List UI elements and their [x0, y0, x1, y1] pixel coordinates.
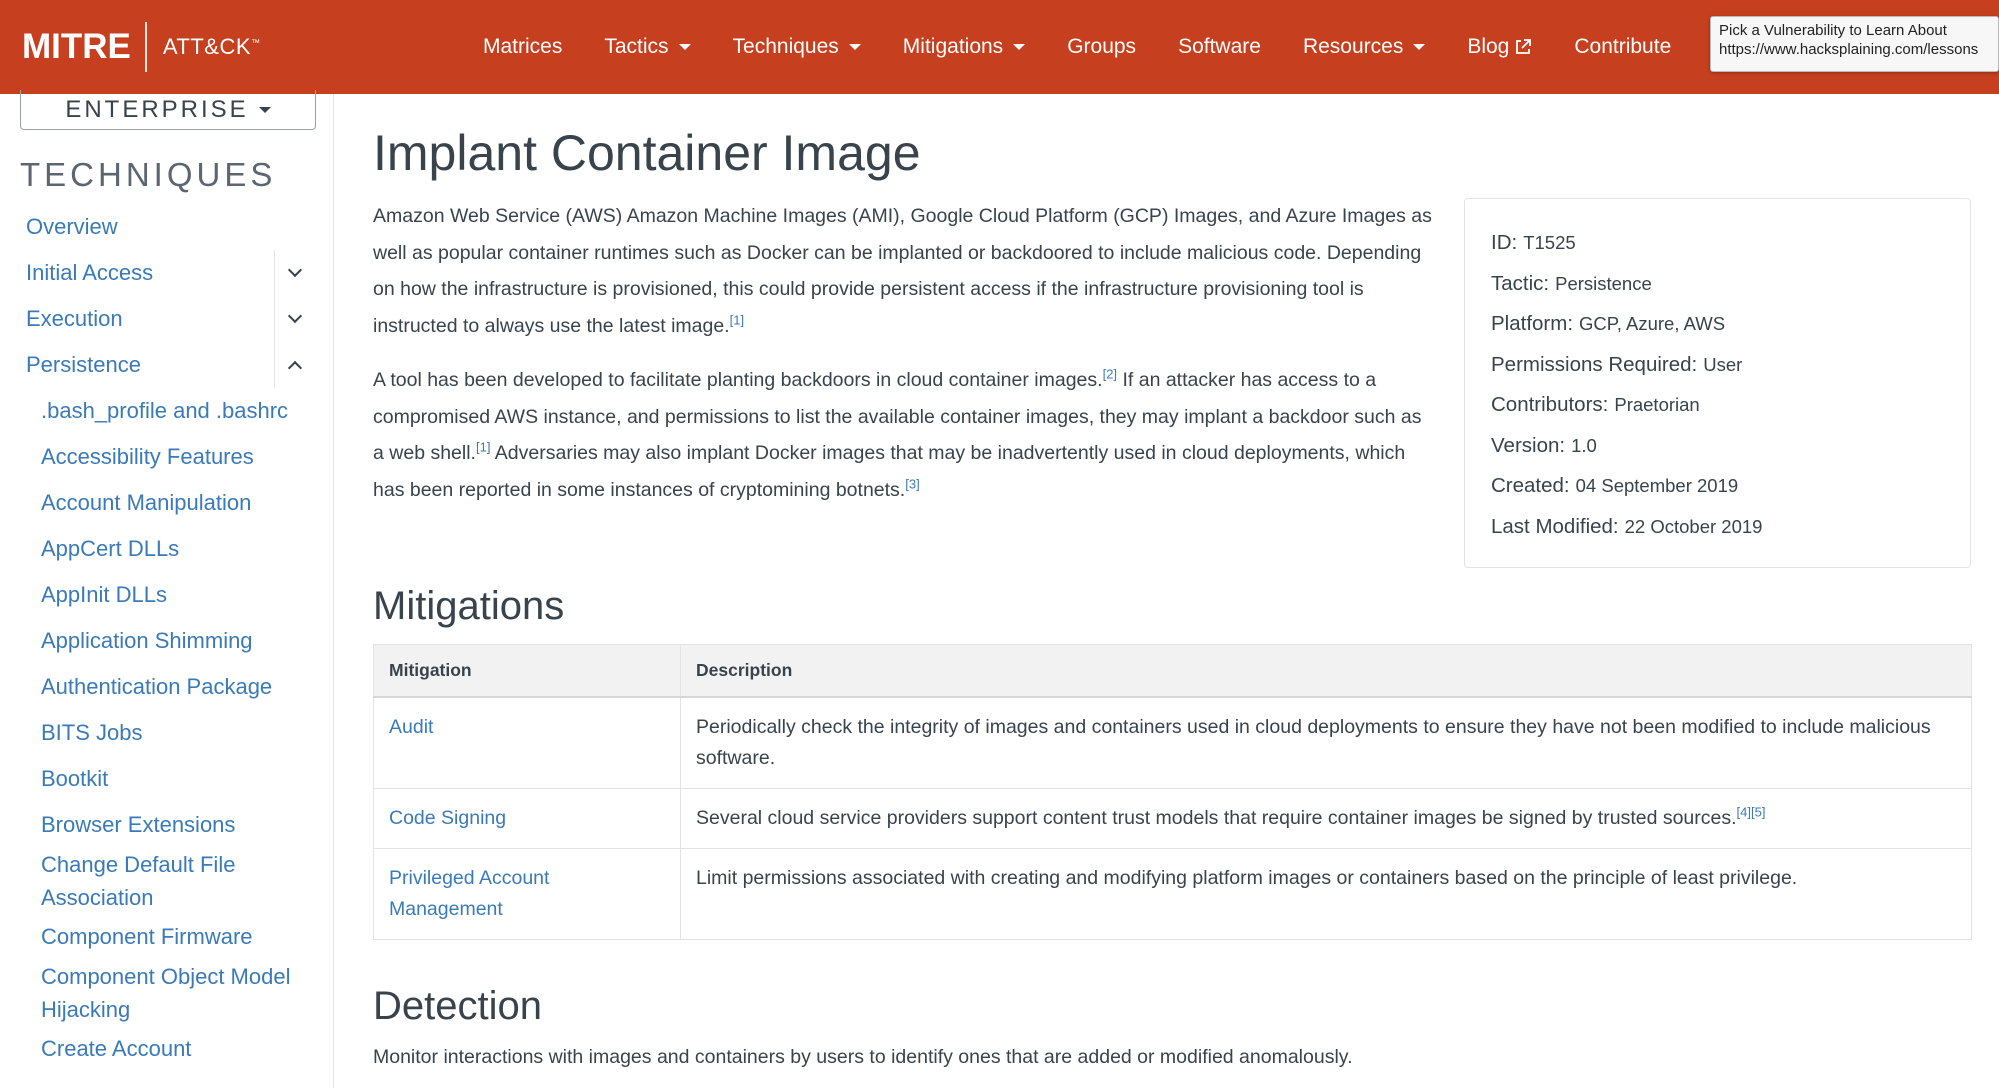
sidebar-subitem-label: Accessibility Features [41, 444, 254, 469]
paragraph-text: Amazon Web Service (AWS) Amazon Machine Images (AMI), Google Cloud Platform (GCP) Images, and Azure Images as well as popular container runtimes such as Docker can be implanted or backdoored to include malicious code. Depending on how the infrastructure is provisioned, this could provide persistent access if the infrastructure provisioning tool is instructed to always use the latest image. [373, 205, 1432, 337]
sidebar-subitem[interactable] [0, 1026, 334, 1072]
logo-mitre-text: MITRE [22, 27, 131, 66]
card-row-platform [1491, 304, 1944, 345]
description-text: Limit permissions associated with creating and modifying platform images or containers based on the principle of least privilege. [696, 866, 1798, 889]
mitigation-link[interactable]: Code Signing [374, 788, 681, 848]
tooltip-line-2: https://www.hacksplaining.com/lessons [1719, 41, 1979, 58]
caret-down-icon [1413, 44, 1425, 50]
citation-link[interactable]: [4][5] [1736, 804, 1766, 819]
nav-label: Matrices [483, 35, 563, 58]
nav-blog[interactable] [1446, 35, 1553, 59]
description-paragraph-1 [373, 198, 1433, 344]
card-value: 22 October 2019 [1624, 515, 1763, 537]
top-navbar [0, 0, 1999, 94]
mitigation-description [681, 697, 1972, 789]
expand-toggle[interactable] [274, 296, 314, 342]
card-value: Persistence [1555, 272, 1652, 294]
sidebar-subitem-label: Bootkit [41, 766, 109, 791]
techniques-sidebar [0, 94, 334, 1088]
column-header-mitigation: Mitigation [374, 645, 681, 697]
sidebar-item-execution[interactable] [0, 296, 334, 342]
card-row-created [1491, 466, 1944, 507]
card-row-permissions [1491, 345, 1944, 386]
sidebar-subitem-label: Component Firmware [41, 924, 253, 949]
citation-link[interactable]: [2] [1102, 366, 1118, 382]
card-key: Last Modified: [1491, 514, 1619, 538]
card-row-id [1491, 223, 1944, 264]
sidebar-subitem[interactable] [0, 914, 334, 960]
sidebar-subitem-label: BITS Jobs [41, 720, 143, 745]
nav-mitigations[interactable] [882, 35, 1046, 59]
sidebar-subitem[interactable] [0, 848, 320, 914]
logo-divider [145, 22, 147, 72]
sidebar-item-label: Initial Access [26, 260, 154, 285]
tooltip-line-1: Pick a Vulnerability to Learn About [1719, 22, 1947, 39]
nav-label: Tactics [604, 35, 669, 58]
sidebar-item-persistence[interactable] [0, 342, 334, 388]
description-text: Periodically check the integrity of images and containers used in cloud deployments to ensure they have not been modified to include malicious software. [696, 715, 1931, 769]
mitigations-table [373, 644, 1972, 940]
sidebar-subitem-label: Application Shimming [41, 628, 253, 653]
caret-down-icon [849, 44, 861, 50]
sidebar-subitem[interactable] [0, 572, 334, 618]
card-value: Praetorian [1614, 394, 1700, 416]
mitigation-link[interactable]: Audit [374, 697, 681, 789]
detection-heading: Detection [373, 984, 542, 1028]
domain-label: ENTERPRISE [65, 95, 249, 123]
nav-label: Blog [1467, 35, 1510, 58]
card-key: Platform: [1491, 312, 1574, 336]
nav-label: Contribute [1574, 35, 1672, 58]
technique-description [373, 198, 1433, 526]
nav-tactics[interactable] [583, 35, 711, 59]
table-row [374, 788, 1972, 848]
technique-info-card [1464, 198, 1971, 568]
card-value: GCP, Azure, AWS [1579, 313, 1726, 335]
table-header-row [374, 645, 1972, 697]
mitigation-link[interactable]: Privileged Account Management [374, 848, 681, 939]
card-value: User [1703, 353, 1743, 375]
citation-link[interactable]: [3] [905, 476, 920, 491]
sidebar-item-label: Overview [26, 214, 118, 239]
nav-label: Groups [1067, 35, 1137, 58]
sidebar-subitem[interactable] [0, 388, 334, 434]
sidebar-subitem[interactable] [0, 960, 320, 1026]
chevron-up-icon [287, 361, 301, 375]
nav-contribute[interactable] [1553, 35, 1692, 59]
table-row [374, 848, 1972, 939]
sidebar-subitem[interactable] [0, 434, 334, 480]
nav-resources[interactable] [1282, 35, 1446, 59]
card-key: Version: [1491, 433, 1566, 457]
description-text: Several cloud service providers support content trust models that require container images be signed by trusted sources. [696, 806, 1737, 829]
card-row-modified [1491, 507, 1944, 548]
chevron-down-icon [287, 263, 301, 277]
nav-label: Resources [1302, 35, 1404, 58]
card-key: Permissions Required: [1491, 352, 1698, 376]
sidebar-subitem-label: AppInit DLLs [41, 582, 167, 607]
sidebar-item-initial-access[interactable] [0, 250, 334, 296]
external-link-icon [1514, 38, 1532, 56]
card-value: T1525 [1523, 232, 1576, 254]
sidebar-subitem-label: Browser Extensions [41, 812, 236, 837]
sidebar-subitem-label: Component Object Model Hijacking [41, 964, 291, 1022]
expand-toggle[interactable] [274, 250, 314, 296]
sidebar-subitem[interactable] [0, 756, 334, 802]
citation-link[interactable]: [1] [729, 312, 745, 327]
sidebar-subitem[interactable] [0, 526, 334, 572]
card-key: Contributors: [1491, 393, 1609, 417]
sidebar-subitem[interactable] [0, 802, 334, 848]
paragraph-text: If an attacker has access to a compromised AWS instance, and permissions to list the available container images, they may implant a backdoor such as a web shell. [373, 369, 1422, 464]
collapse-toggle[interactable] [274, 342, 314, 388]
card-key: ID: [1491, 231, 1518, 255]
mitigation-description [681, 848, 1972, 939]
sidebar-item-overview[interactable] [0, 204, 334, 250]
sidebar-subitem-label: Change Default File Association [41, 852, 236, 910]
table-row [374, 697, 1972, 789]
card-key: Tactic: [1491, 271, 1550, 295]
detection-text: Monitor interactions with images and containers by users to identify ones that are added or modified anomalously. [373, 1046, 1353, 1068]
paragraph-text: Adversaries may also implant Docker images that may be inadvertently used in cloud deployments, which has been reported in some instances of cryptomining botnets. [373, 442, 1406, 501]
sidebar-item-label: Execution [26, 306, 123, 331]
card-row-version [1491, 426, 1944, 467]
logo-tm: ™ [251, 37, 261, 48]
nav-label: Mitigations [902, 35, 1004, 58]
mitigations-heading: Mitigations [373, 584, 565, 628]
sidebar-subitem[interactable] [0, 664, 334, 710]
mitigation-description [681, 788, 1972, 848]
nav-techniques[interactable] [712, 35, 882, 59]
card-row-tactic [1491, 264, 1944, 305]
sidebar-subitem[interactable] [0, 710, 334, 756]
domain-dropdown-button[interactable] [20, 90, 316, 130]
mitre-attack-logo[interactable] [22, 22, 261, 72]
browser-tooltip [1710, 16, 1999, 72]
chevron-down-icon [287, 309, 301, 323]
sidebar-heading: TECHNIQUES [20, 156, 277, 193]
main-content [373, 94, 1973, 1088]
sidebar-subitem[interactable] [0, 480, 334, 526]
logo-attck-label: ATT&CK [162, 34, 252, 59]
caret-down-icon [259, 107, 271, 113]
paragraph-text: A tool has been developed to facilitate planting backdoors in cloud container images. [373, 369, 1103, 391]
nav-groups[interactable] [1046, 35, 1157, 59]
sidebar-subitem-label: Authentication Package [41, 674, 273, 699]
card-key: Created: [1491, 474, 1570, 498]
nav-label: Software [1178, 35, 1261, 58]
sidebar-subitem-label: .bash_profile and .bashrc [41, 398, 289, 423]
sidebar-subitem-label: Create Account [41, 1036, 192, 1061]
page-title: Implant Container Image [373, 125, 921, 181]
caret-down-icon [1013, 44, 1025, 50]
logo-attck-text [163, 34, 261, 60]
nav-software[interactable] [1157, 35, 1282, 59]
card-row-contributors [1491, 385, 1944, 426]
card-value: 1.0 [1571, 434, 1597, 456]
sidebar-subitem-label: Account Manipulation [41, 490, 252, 515]
sidebar-list [0, 204, 334, 1072]
description-paragraph-2 [373, 362, 1433, 508]
sidebar-subitem-label: AppCert DLLs [41, 536, 180, 561]
nav-matrices[interactable] [462, 35, 583, 59]
column-header-description: Description [681, 645, 1972, 697]
citation-link[interactable]: [1] [475, 439, 491, 455]
sidebar-subitem[interactable] [0, 618, 334, 664]
card-value: 04 September 2019 [1575, 475, 1739, 497]
sidebar-item-label: Persistence [26, 352, 141, 377]
main-nav [462, 0, 1692, 94]
caret-down-icon [679, 44, 691, 50]
nav-label: Techniques [732, 35, 839, 58]
